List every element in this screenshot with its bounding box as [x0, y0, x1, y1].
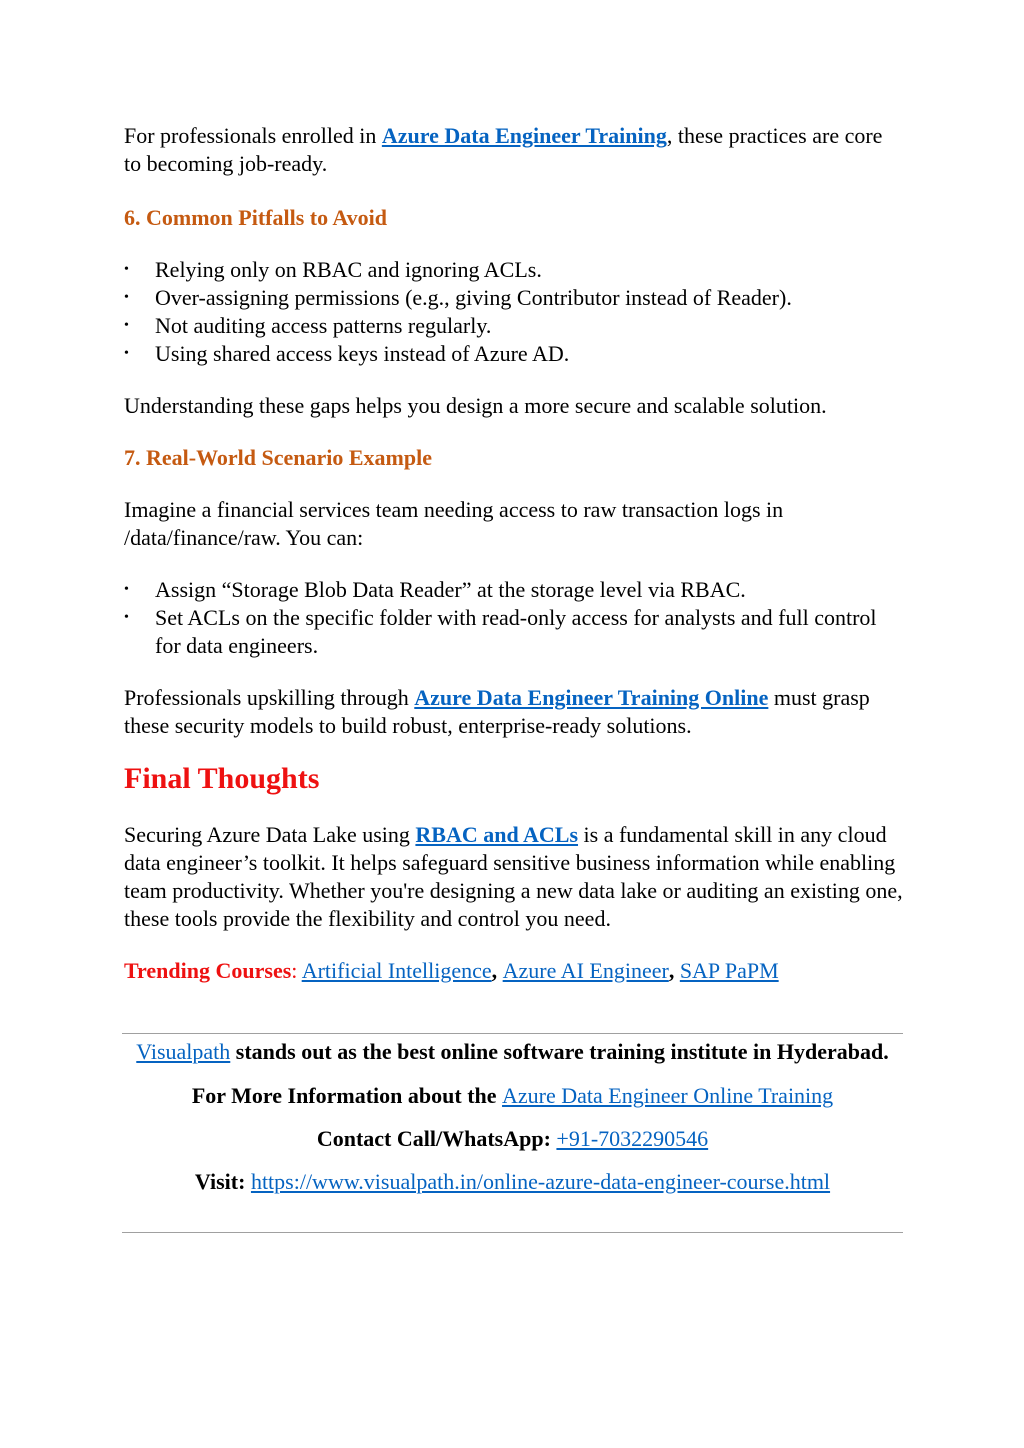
footer-info-label: For More Information about the	[191, 1083, 503, 1108]
list-item-text: Not auditing access patterns regularly.	[155, 313, 492, 338]
list-item	[124, 576, 904, 604]
scenario-closing-after: must grasp these security models to build robust, enterprise-ready solutions.	[124, 685, 870, 738]
course-link-azure-ai-engineer[interactable]: Azure AI Engineer	[502, 958, 669, 983]
website-url-link[interactable]: https://www.visualpath.in/online-azure-data-engineer-course.html	[250, 1169, 831, 1194]
azure-data-engineer-training-online-link[interactable]: Azure Data Engineer Training Online	[414, 685, 769, 710]
intro-paragraph	[124, 122, 904, 178]
scenario-closing-before: Professionals upskilling through	[124, 685, 415, 710]
visualpath-link[interactable]: Visualpath	[136, 1039, 231, 1064]
final-text-after: is a fundamental skill in any cloud data engineer’s toolkit. It helps safeguard sensitive business information while enabling team productivity. Whether you're designing a new data lake or auditing an existing one, these tools provide the flexibility and control you need.	[124, 822, 903, 931]
scenario-closing	[124, 684, 904, 740]
pitfalls-heading: 6. Common Pitfalls to Avoid	[124, 205, 387, 230]
list-item-text: Assign “Storage Blob Data Reader” at the storage level via RBAC.	[155, 577, 746, 602]
footer-brand-line	[122, 1037, 903, 1066]
list-item-text: Using shared access keys instead of Azure AD.	[155, 341, 570, 366]
footer-visit-label: Visit:	[194, 1169, 251, 1194]
course-separator: ,	[491, 958, 503, 983]
list-item-text: Relying only on RBAC and ignoring ACLs.	[155, 257, 542, 282]
footer-contact-label: Contact Call/WhatsApp:	[316, 1126, 557, 1151]
scenario-heading: 7. Real-World Scenario Example	[124, 445, 432, 470]
bullet-icon: •	[124, 346, 129, 361]
final-text-before: Securing Azure Data Lake using	[124, 822, 416, 847]
intro-text-before: For professionals enrolled in	[124, 123, 382, 148]
bullet-icon: •	[124, 610, 129, 625]
final-thoughts-heading: Final Thoughts	[124, 762, 320, 795]
course-link-artificial-intelligence[interactable]: Artificial Intelligence	[301, 958, 492, 983]
bullet-icon: •	[124, 582, 129, 597]
phone-link[interactable]: +91-7032290546	[556, 1126, 709, 1151]
footer-visit-line	[122, 1167, 903, 1196]
list-item	[124, 604, 904, 660]
footer-contact-line	[122, 1124, 903, 1153]
footer-box	[122, 1033, 903, 1233]
pitfalls-summary: Understanding these gaps helps you design a more secure and scalable solution.	[124, 393, 827, 418]
bullet-icon: •	[124, 318, 129, 333]
azure-data-engineer-training-link[interactable]: Azure Data Engineer Training	[381, 123, 667, 148]
footer-info-line	[122, 1081, 903, 1110]
scenario-list	[124, 576, 904, 660]
list-item	[124, 312, 904, 340]
pitfalls-list	[124, 256, 904, 368]
course-link-sap-papm[interactable]: SAP PaPM	[679, 958, 779, 983]
bullet-icon: •	[124, 262, 129, 277]
document-body	[124, 122, 904, 985]
list-item	[124, 256, 904, 284]
footer-brand-text: stands out as the best online software training institute in Hyderabad.	[230, 1039, 889, 1064]
course-separator: ,	[668, 958, 680, 983]
azure-data-engineer-online-training-link[interactable]: Azure Data Engineer Online Training	[502, 1083, 834, 1108]
rbac-and-acls-link[interactable]: RBAC and ACLs	[415, 822, 579, 847]
list-item	[124, 340, 904, 368]
trending-courses	[124, 957, 904, 985]
scenario-intro: Imagine a financial services team needing access to raw transaction logs in /data/finance/raw. You can:	[124, 497, 784, 550]
bullet-icon: •	[124, 290, 129, 305]
intro-text-after: , these practices are core to becoming job-ready.	[124, 123, 883, 176]
final-paragraph	[124, 821, 904, 933]
list-item-text: Over-assigning permissions (e.g., giving Contributor instead of Reader).	[155, 285, 792, 310]
trending-colon: :	[291, 958, 302, 983]
trending-courses-label: Trending Courses	[124, 958, 292, 983]
list-item-text: Set ACLs on the specific folder with read-only access for analysts and full control for data engineers.	[155, 605, 877, 658]
list-item	[124, 284, 904, 312]
